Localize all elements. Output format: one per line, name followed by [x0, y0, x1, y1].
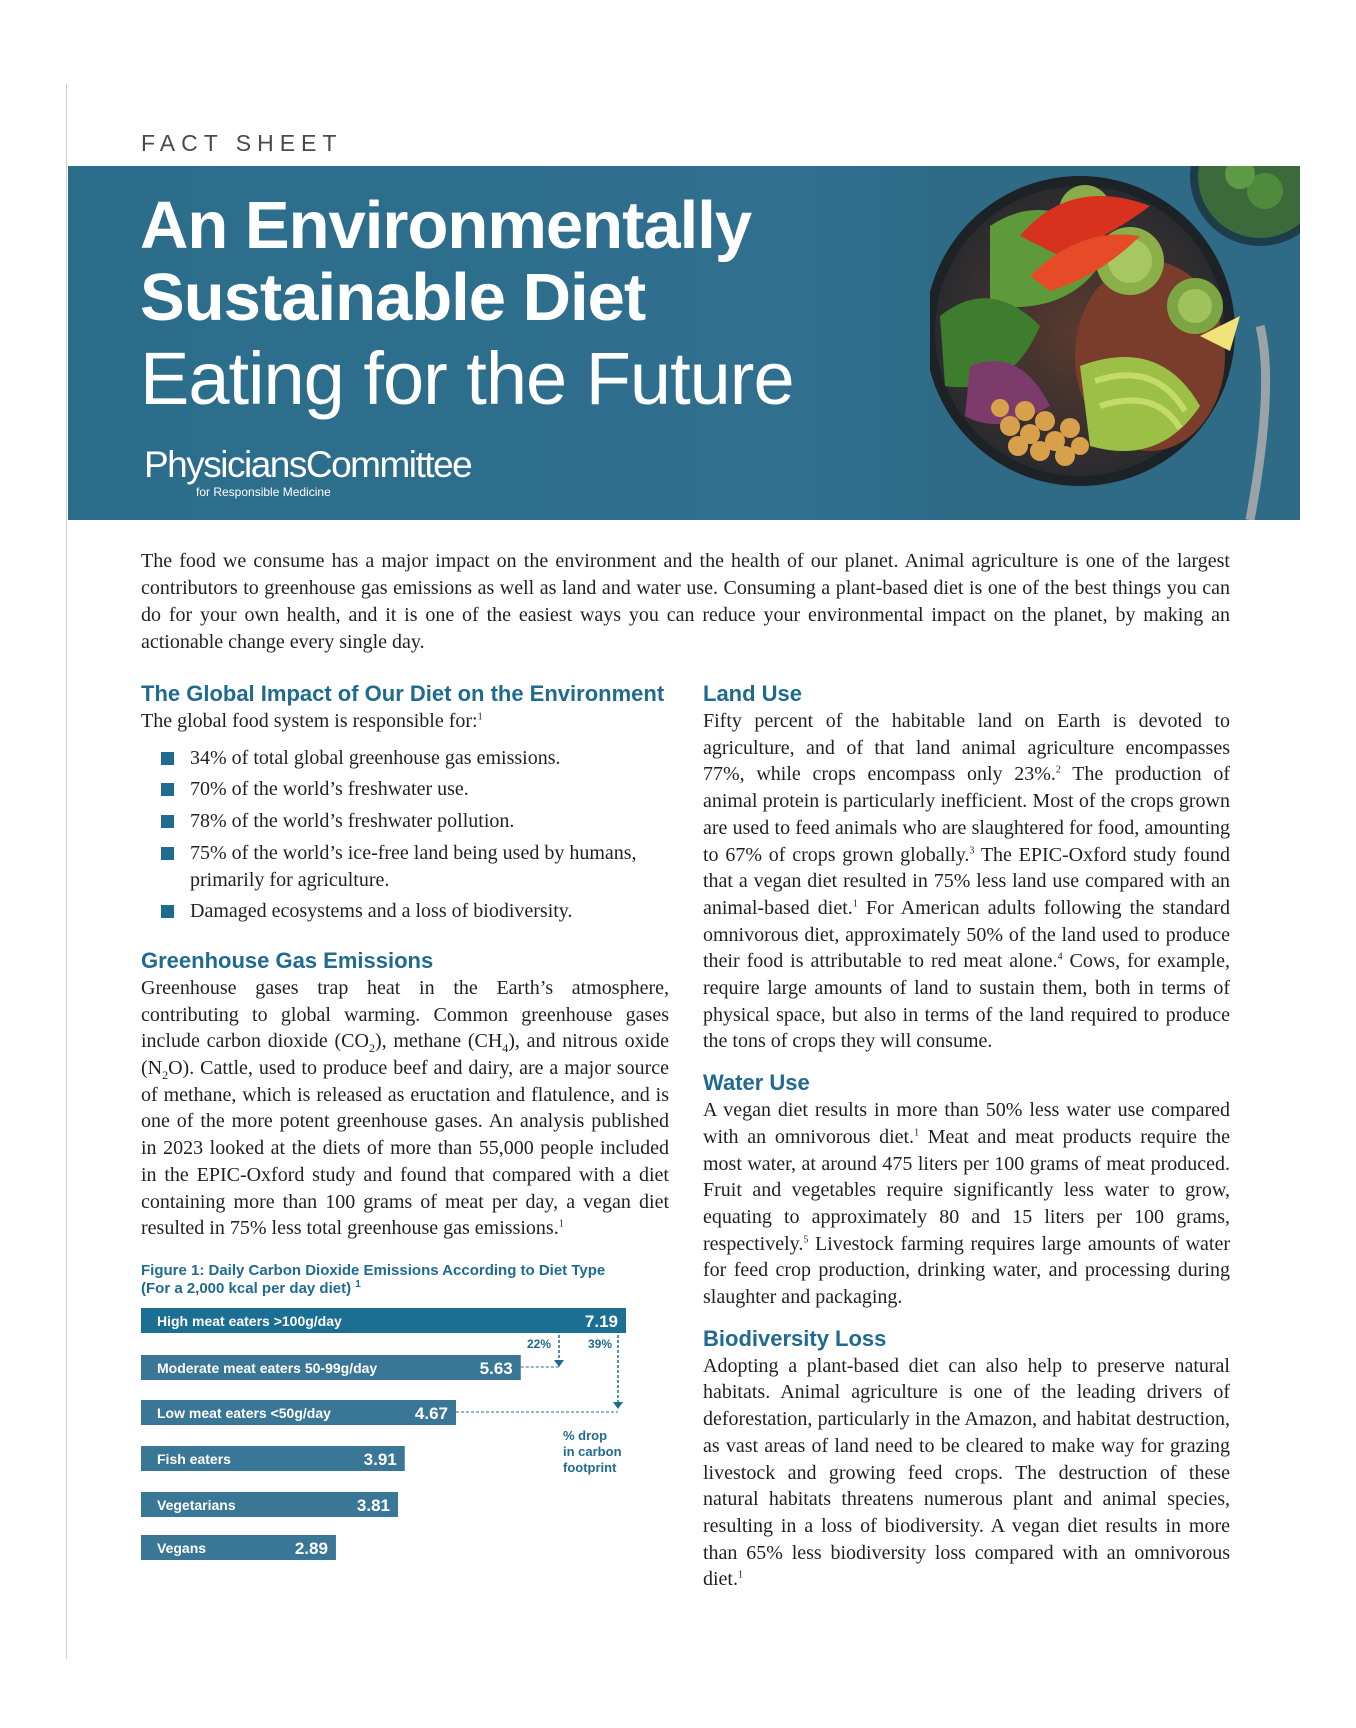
- figure-title: Figure 1: Daily Carbon Dioxide Emissions According to Diet Type (For a 2,000 kcal per day diet) $^1$: [141, 1261, 606, 1297]
- chart-value-label: 7.19: [584, 1311, 618, 1331]
- figure-1: [141, 1262, 669, 1573]
- list-item: 70% of the world’s freshwater use.: [141, 776, 669, 803]
- bullet-square-icon: [161, 847, 174, 860]
- chart-annotation-label: 22%: [526, 1336, 551, 1351]
- right-column: [703, 680, 1230, 1593]
- biodiversity-paragraph: Adopting a plant-based diet can also help to preserve natural habitats. Animal agriculture is one of the leading drivers of deforestation, particularly in the Amazon, and habitat destruction, as vast areas of land need to be cleared to make way for grazing livestock and growing feed crops. The destruction of these natural habitats threatens numerous plant and animal species, resulting in a loss of biodiversity. A vegan diet results in more than 65% less biodiversity loss compared with an omnivorous diet.$^1$: [703, 1354, 1230, 1591]
- chart-category-label: Fish eaters: [157, 1450, 231, 1467]
- logo-name: PhysiciansCommittee: [144, 444, 472, 485]
- title-line-2: Sustainable Diet: [140, 260, 646, 335]
- chart-value-label: 3.81: [356, 1495, 391, 1515]
- chart-annotation-note: % drop: [563, 1427, 608, 1443]
- page-title: [140, 190, 751, 334]
- chart-value-label: 2.89: [294, 1538, 328, 1558]
- ghg-heading: Greenhouse Gas Emissions: [141, 947, 434, 973]
- bullet-square-icon: [161, 783, 174, 796]
- land-use-heading: Land Use: [703, 681, 803, 706]
- chart-annotation-note: footprint: [563, 1459, 617, 1475]
- intro-paragraph: The food we consume has a major impact on the environment and the health of our planet. Animal agriculture is one of the largest contributors to greenhouse gas emissions as well as land and water use. Consuming a plant-based diet is one of the best things you can do for your own health, and it is one of the easiest ways you can reduce your environmental impact on the planet, by making an actionable change every single day.: [141, 550, 1230, 653]
- chart-value-label: 4.67: [414, 1403, 449, 1423]
- global-impact-lead: The global food system is responsible for:$^1$: [141, 710, 483, 732]
- list-item: Damaged ecosystems and a loss of biodiversity.: [141, 898, 669, 925]
- footnote-ref: 1: [477, 711, 483, 723]
- chart-annotation-label: 39%: [587, 1336, 612, 1351]
- title-line-1: An Environmentally: [140, 188, 752, 263]
- left-column: [141, 680, 669, 1573]
- list-item: 34% of total global greenhouse gas emissions.: [141, 745, 669, 772]
- ghg-paragraph: Greenhouse gases trap heat in the Earth’s atmosphere, contributing to global warming. Common greenhouse gases include carbon dioxide $(CO_2)$, methane $(CH_4)$, and nitrous oxide $(N_2O)$. Cattle, used to produce beef and dairy, are a major source of methane, which is released as eructation and flatulence, and is one of the more potent greenhouse gases. An analysis published in 2023 looked at the diets of more than 55,000 people included in the EPIC-Oxford study and found that compared with a diet containing more than 100 grams of meat per day, a vegan diet resulted in 75% less total greenhouse gas emissions.$^1$: [141, 976, 670, 1240]
- chart-category-label: Moderate meat eaters 50-99g/day: [157, 1359, 378, 1376]
- bullet-square-icon: [161, 905, 174, 918]
- title-banner: [68, 166, 1300, 520]
- water-use-heading: Water Use: [703, 1070, 810, 1096]
- co2-bar-chart: [141, 1308, 651, 1573]
- biodiversity-heading: Biodiversity Loss: [703, 1325, 887, 1351]
- bullet-square-icon: [161, 815, 174, 828]
- chart-category-label: Low meat eaters <50g/day: [157, 1404, 331, 1421]
- organization-logo: [144, 445, 471, 499]
- water-use-paragraph: A vegan diet results in more than 50% less water use compared with an omnivorous diet.$^1$ Meat and meat products require the most water, at around 475 liters per 100 grams of meat produced. Fruit and vegetables require significantly less water to grow, equating to approximately 80 and 15 liters per 100 grams, respectively.$^5$ Livestock farming requires large amounts of water for feed crop production, drinking water, and processing during slaughter and packaging.: [703, 1099, 1230, 1309]
- impact-bullet-list: [141, 745, 669, 925]
- page-subtitle: Eating for the Future: [140, 337, 794, 420]
- bullet-square-icon: [161, 752, 174, 765]
- chart-value-label: 5.63: [479, 1358, 513, 1378]
- land-use-paragraph: Fifty percent of the habitable land on Earth is devoted to agriculture, and of that land animal agriculture encompasses 77%, while crops encompass only 23%.$^2$ The production of animal protein is particularly inefficient. Most of the crops grown are used to feed animals who are slaughtered for food, amounting to 67% of crops grown globally.$^3$ The EPIC-Oxford study found that a vegan diet resulted in 75% less land use compared with an animal-based diet.$^1$ For American adults following the standard omnivorous diet, approximately 50% of the land used to produce their food is attributable to red meat alone.$^4$ Cows, for example, require large amounts of land to sustain them, both in terms of physical space, but also in terms of the land required to produce the tons of crops they will consume.: [703, 710, 1231, 1053]
- eyebrow-label: FACT SHEET: [141, 130, 343, 156]
- salad-bowl-photo: [930, 166, 1300, 520]
- arrow-down-icon: [613, 1402, 623, 1409]
- page-margin-rule: [66, 84, 67, 1659]
- chart-value-label: 3.91: [363, 1449, 397, 1469]
- list-item: 78% of the world’s freshwater pollution.: [141, 808, 669, 835]
- chart-annotation-note: in carbon: [563, 1443, 622, 1459]
- chart-category-label: High meat eaters >100g/day: [157, 1312, 342, 1329]
- chart-category-label: Vegans: [157, 1539, 207, 1556]
- arrow-down-icon: [554, 1360, 564, 1367]
- list-item: 75% of the world’s ice-free land being used by humans, primarily for agriculture.: [141, 840, 669, 893]
- chart-category-label: Vegetarians: [157, 1496, 236, 1513]
- logo-tagline: for Responsible Medicine: [196, 485, 331, 499]
- global-impact-heading: The Global Impact of Our Diet on the Environment: [141, 681, 665, 706]
- footnote-ref: 1: [558, 1218, 564, 1230]
